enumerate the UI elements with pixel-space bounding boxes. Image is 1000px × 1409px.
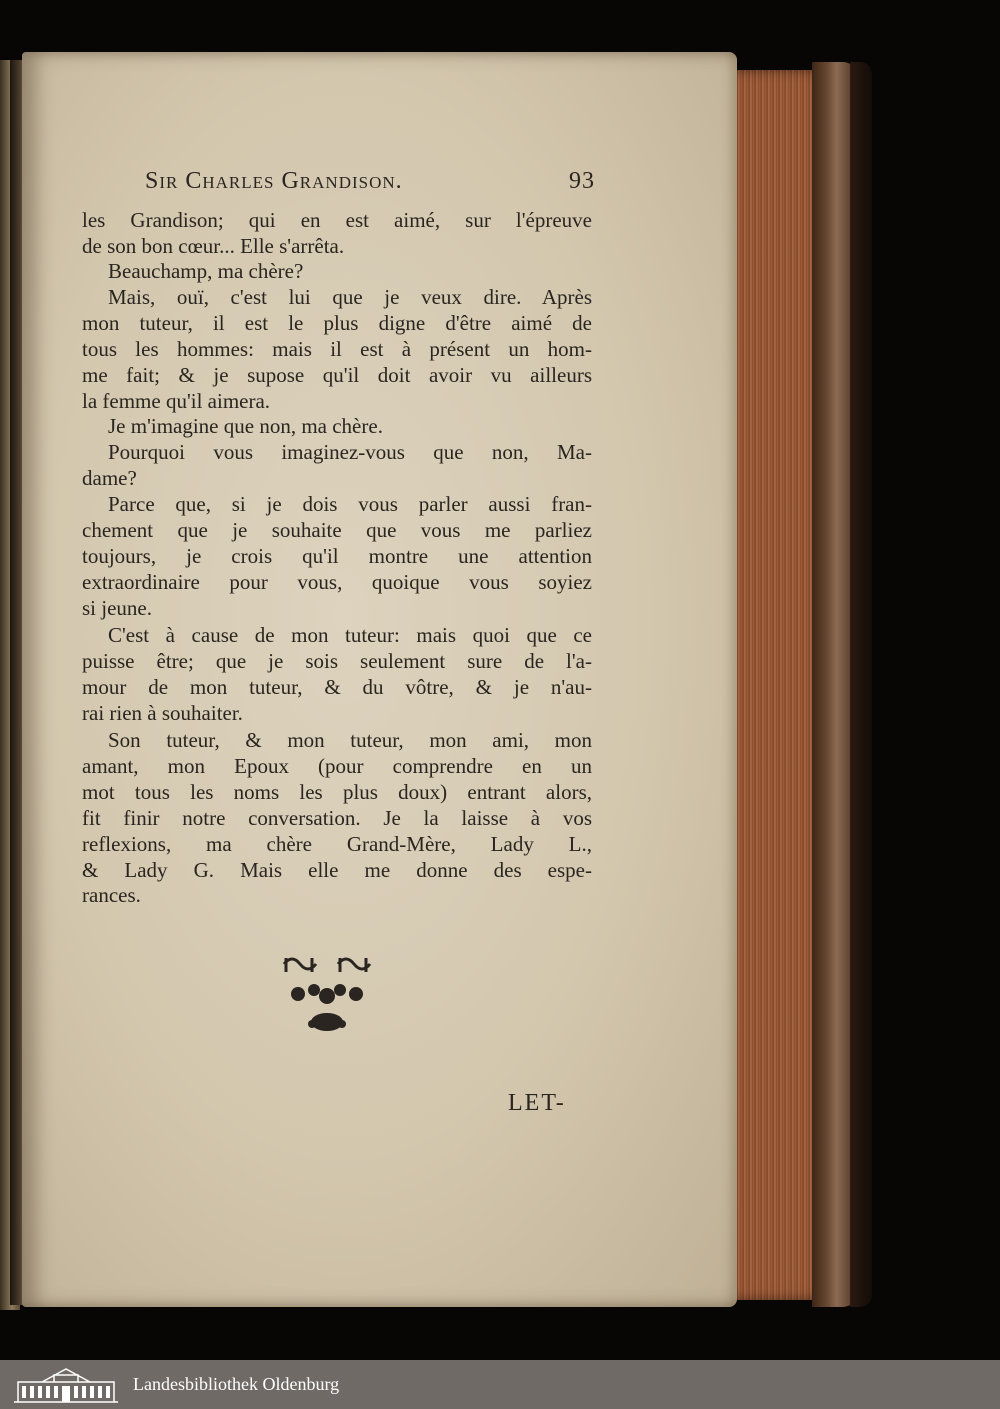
body-line: puisse être; que je sois seulement sure de l'a- xyxy=(82,649,592,673)
body-line: me fait; & je supose qu'il doit avoir vu ailleurs xyxy=(82,363,592,387)
body-line: extraordinaire pour vous, quoique vous soyiez xyxy=(82,570,592,594)
body-line: Je m'imagine que non, ma chère. xyxy=(108,414,383,438)
body-line: chement que je souhaite que vous me parliez xyxy=(82,518,592,542)
body-line: mon tuteur, il est le plus digne d'être aimé de xyxy=(82,311,592,335)
body-line: C'est à cause de mon tuteur: mais quoi que ce xyxy=(108,623,592,647)
body-line: Parce que, si je dois vous parler aussi fran- xyxy=(108,492,592,516)
body-line: reflexions, ma chère Grand-Mère, Lady L., xyxy=(82,832,592,856)
printers-ornament-icon xyxy=(272,950,382,1040)
body-line: & Lady G. Mais elle me donne des espe- xyxy=(82,858,592,882)
book-cover-shadow xyxy=(850,62,872,1307)
catchword: LET- xyxy=(508,1090,566,1116)
body-line: la femme qu'il aimera. xyxy=(82,389,271,413)
body-line: les Grandison; qui en est aimé, sur l'épreuve xyxy=(82,208,592,232)
body-line: rances. xyxy=(82,883,141,907)
body-line: Mais, ouï, c'est lui que je veux dire. Après xyxy=(108,285,592,309)
body-line: mour de mon tuteur, & du vôtre, & je n'au- xyxy=(82,675,592,699)
running-header xyxy=(145,168,595,204)
running-title: Sir Charles Grandison. xyxy=(145,168,403,194)
body-line: mot tous les noms les plus doux) entrant alors, xyxy=(82,780,592,804)
body-line: de son bon cœur... Elle s'arrêta. xyxy=(82,234,345,258)
page-number: 93 xyxy=(569,168,595,194)
body-line: toujours, je crois qu'il montre une attention xyxy=(82,544,592,568)
body-line: dame? xyxy=(82,466,137,490)
body-line: Beauchamp, ma chère? xyxy=(108,259,304,283)
page-fore-edge xyxy=(728,70,823,1300)
body-line: Pourquoi vous imaginez-vous que non, Ma- xyxy=(108,440,592,464)
body-line: rai rien à souhaiter. xyxy=(82,701,243,725)
body-line: fit finir notre conversation. Je la laisse à vos xyxy=(82,806,592,830)
library-name[interactable]: Landesbibliothek Oldenburg xyxy=(133,1374,340,1394)
footer-bar xyxy=(0,1360,1000,1409)
body-line: tous les hommes: mais il est à présent un hom- xyxy=(82,337,592,361)
body-line: si jeune. xyxy=(82,596,152,620)
body-line: amant, mon Epoux (pour comprendre en un xyxy=(82,754,592,778)
library-building-logo-icon xyxy=(12,1366,120,1404)
body-line: Son tuteur, & mon tuteur, mon ami, mon xyxy=(108,728,592,752)
